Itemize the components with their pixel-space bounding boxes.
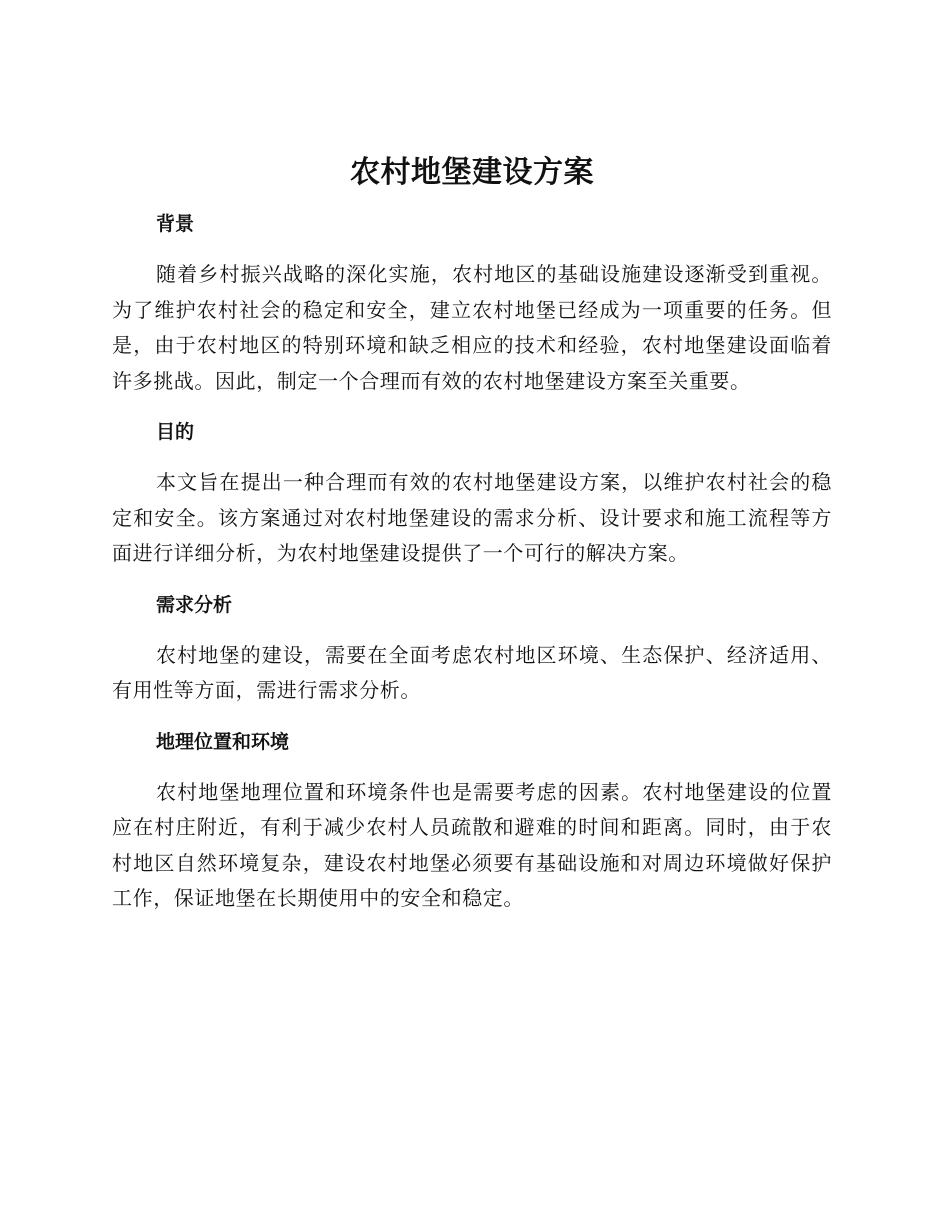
section-heading-background: 背景 [156,213,195,235]
document-content [112,150,832,936]
section-heading-purpose: 目的 [156,421,195,443]
section-heading-location: 地理位置和环境 [156,730,290,753]
section-body-requirements: 农村地堡的建设，需要在全面考虑农村地区环境、生态保护、经济适用、有用性等方面，需进行需求分析。 [112,642,832,702]
section-background [112,210,832,399]
section-heading-requirements: 需求分析 [156,593,233,616]
section-body-location: 农村地堡地理位置和环境条件也是需要考虑的因素。农村地堡建设的位置应在村庄附近，有利于减少农村人员疏散和避难的时间和距离。同时，由于农村地区自然环境复杂，建设农村地堡必须要有基础设施和对周边环境做好保护工作，保证地堡在长期使用中的安全和稳定。 [112,779,832,910]
section-requirements [112,591,832,709]
section-purpose [112,418,832,572]
document-title: 农村地堡建设方案 [350,155,594,190]
section-body-background: 随着乡村振兴战略的深化实施，农村地区的基础设施建设逐渐受到重视。为了维护农村社会的稳定和安全，建立农村地堡已经成为一项重要的任务。但是，由于农村地区的特别环境和缺乏相应的技术和经验，农村地堡建设面临着许多挑战。因此，制定一个合理而有效的农村地堡建设方案至关重要。 [112,262,832,393]
section-location [112,728,832,917]
section-body-purpose: 本文旨在提出一种合理而有效的农村地堡建设方案，以维护农村社会的稳定和安全。该方案通过对农村地堡建设的需求分析、设计要求和施工流程等方面进行详细分析，为农村地堡建设提供了一个可行的解决方案。 [112,470,832,565]
